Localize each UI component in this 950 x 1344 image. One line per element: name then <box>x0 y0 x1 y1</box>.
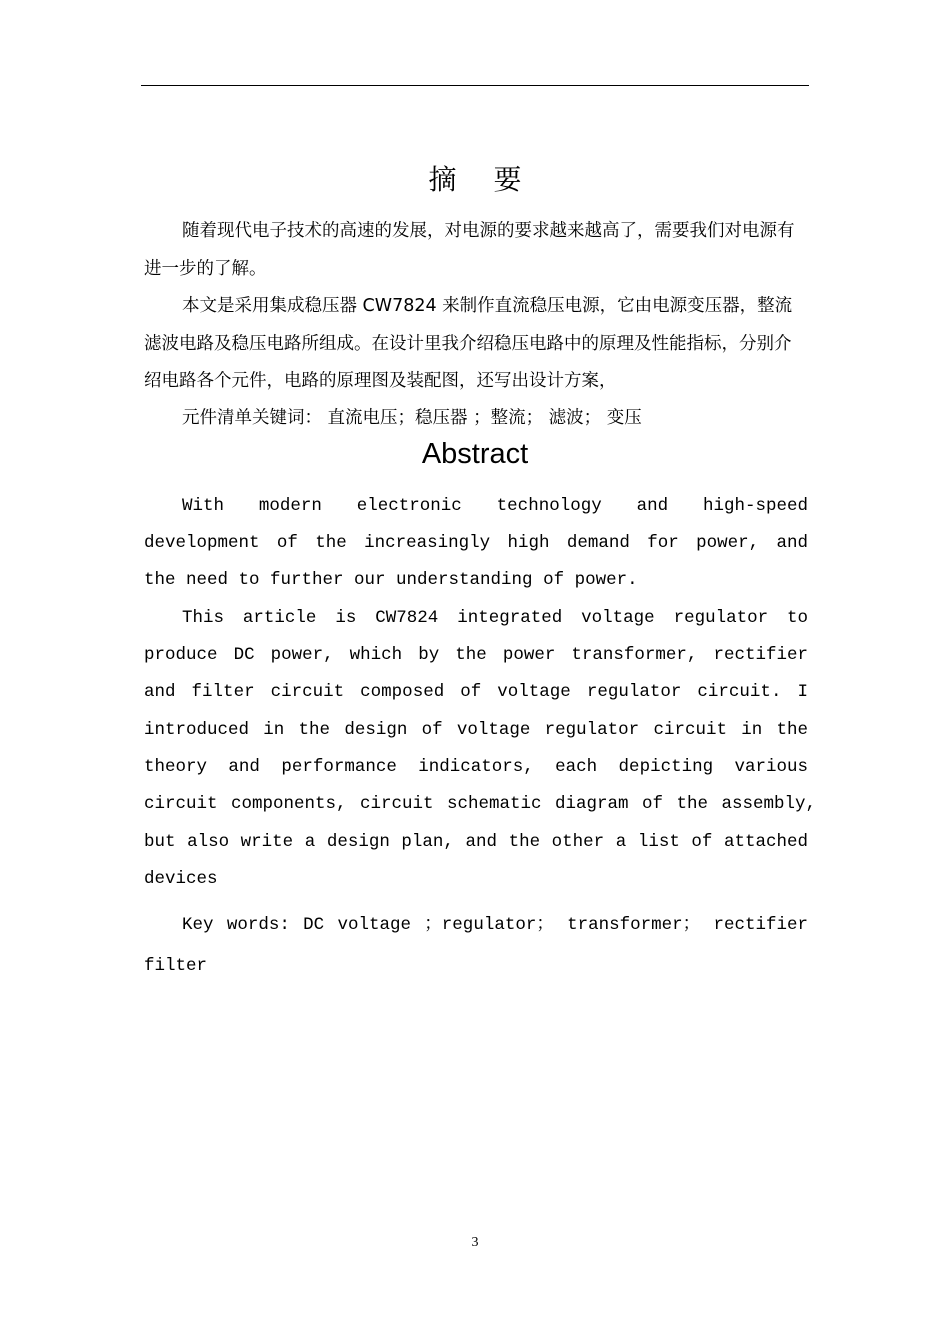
page-number: 3 <box>471 1235 479 1250</box>
english-paragraph-2-line: circuit components, circuit schematic diagram of the assembly, <box>144 794 816 814</box>
english-paragraph-2-line: theory and performance indicators, each depicting various <box>144 757 808 777</box>
english-paragraph-2-line: but also write a design plan, and the other a list of attached <box>144 832 808 852</box>
english-paragraph-1-line: With modern electronic technology and high-speed <box>182 496 808 516</box>
english-paragraph-2-line: and filter circuit composed of voltage regulator circuit. I <box>144 682 808 702</box>
english-paragraph-1-line: the need to further our understanding of power. <box>144 570 638 590</box>
english-keywords-line: Key words: DC voltage ；regulator； transformer； rectifier <box>182 915 808 935</box>
header-rule <box>141 85 809 86</box>
english-paragraph-2-line: This article is CW7824 integrated voltage regulator to <box>182 608 808 628</box>
chinese-abstract-title: 摘 要 <box>428 163 536 196</box>
english-keywords-line: filter <box>144 956 208 976</box>
english-paragraph-2-line: devices <box>144 869 218 889</box>
english-paragraph-1-line: development of the increasingly high demand for power, and <box>144 533 808 553</box>
chinese-abstract-paragraph-2: 本文是采用集成稳压器 CW7824 来制作直流稳压电源，它由电源变压器，整流滤波电路及稳压电路所组成。在设计里我介绍稳压电路中的原理及性能指标，分别介绍电路各个元件，电路的原理图及装配图，还写出设计方案， <box>144 296 793 391</box>
english-abstract-title: Abstract <box>421 438 529 470</box>
chinese-abstract-paragraph-1: 随着现代电子技术的高速的发展，对电源的要求越来越高了，需要我们对电源有进一步的了解。 <box>144 221 795 279</box>
english-paragraph-2-line: introduced in the design of voltage regulator circuit in the <box>144 720 808 740</box>
english-paragraph-2-line: produce DC power, which by the power transformer, rectifier <box>144 645 808 665</box>
chinese-keywords: 元件清单关键词： 直流电压；稳压器 ；整流； 滤波； 变压 <box>182 408 642 428</box>
